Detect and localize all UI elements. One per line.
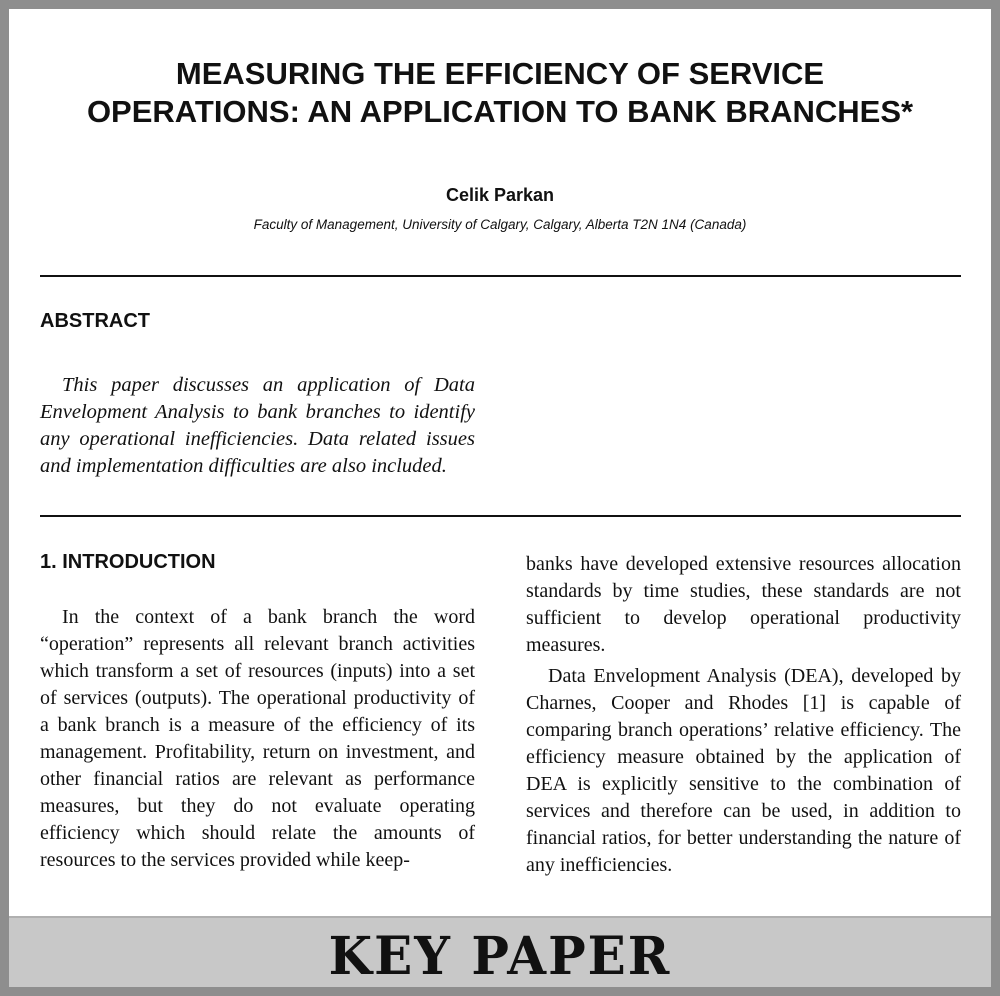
right-column [526, 551, 961, 879]
left-column [40, 604, 475, 874]
title-line-2: OPERATIONS: AN APPLICATION TO BANK BRANCHES* [86, 94, 914, 129]
key-paper-banner [9, 916, 991, 987]
intro-paragraph-right-1: banks have developed extensive resources allocation standards by time studies, these standards are not sufficient to develop operational productivity measures. [526, 553, 961, 656]
top-divider [40, 275, 961, 277]
intro-paragraph-right-2: Data Envelopment Analysis (DEA), developed by Charnes, Cooper and Rhodes [1] is capable of comparing branch operations’ relative efficiency. The efficiency measure obtained by the application of DEA is explicitly sensitive to the combination of services and therefore can be used, in addition to financial ratios, for better understanding the nature of any inefficiencies. [526, 665, 961, 876]
intro-paragraph-left: In the context of a bank branch the word “operation” represents all relevant branch activities which transform a set of resources (inputs) into a set of services (outputs). The operational productivity of a bank branch is a measure of the efficiency of its management. Profitability, return on investment, and other financial ratios are relevant as performance measures, but they do not evaluate operating efficiency which should relate the amounts of resources to the services provided while keep- [40, 606, 475, 871]
banner-label: KEY PAPER [328, 924, 672, 987]
abstract-divider [40, 515, 961, 517]
paper-title [9, 55, 991, 131]
author-name: Celik Parkan [445, 185, 555, 205]
abstract-heading: ABSTRACT [40, 310, 150, 332]
paper-page [9, 9, 991, 987]
introduction-heading: 1. INTRODUCTION [40, 551, 216, 573]
author-affiliation: Faculty of Management, University of Calgary, Calgary, Alberta T2N 1N4 (Canada) [253, 217, 747, 232]
title-line-1: MEASURING THE EFFICIENCY OF SERVICE [175, 56, 825, 91]
abstract-text: This paper discusses an application of Data Envelopment Analysis to bank branches to identify any operational inefficiencies. Data related issues and implementation difficulties are also included. [40, 374, 475, 477]
